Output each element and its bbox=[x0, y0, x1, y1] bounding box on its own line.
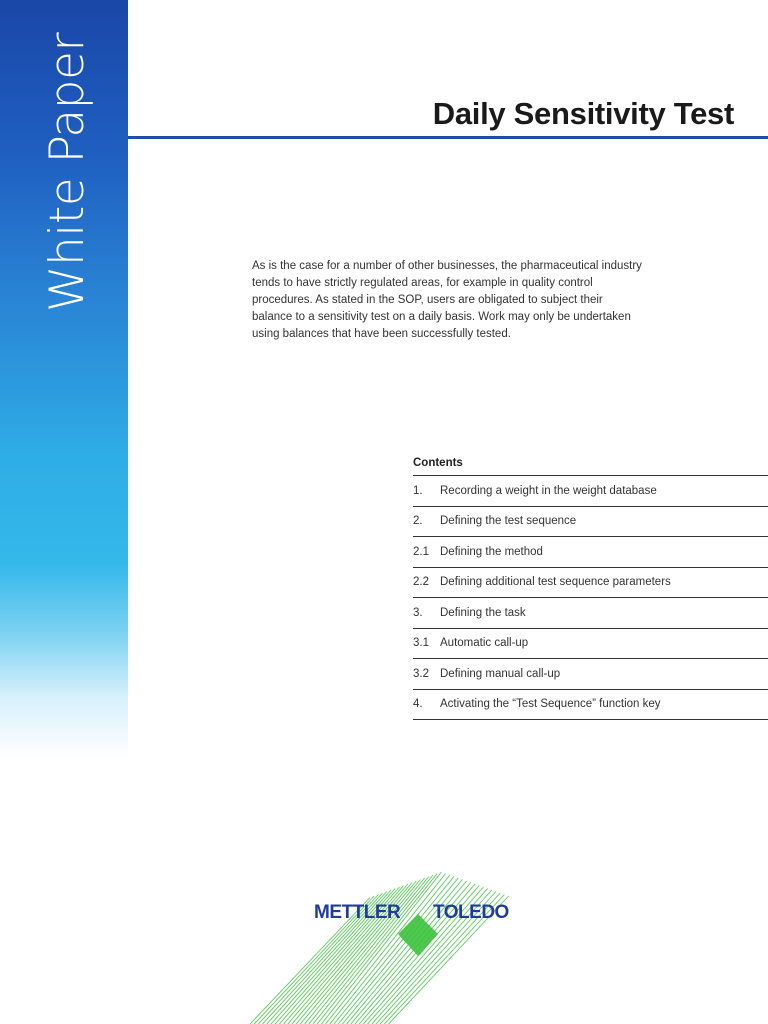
contents-heading: Contents bbox=[413, 455, 768, 476]
logo-word-left: METTLER bbox=[314, 902, 401, 923]
contents-list bbox=[413, 476, 768, 720]
logo-mark-icon bbox=[250, 870, 530, 1024]
contents-item-title: Defining additional test sequence parameters bbox=[440, 576, 671, 589]
table-of-contents bbox=[413, 455, 768, 720]
contents-item-title: Defining the method bbox=[440, 545, 543, 558]
contents-item bbox=[413, 690, 768, 721]
logo-word-right: TOLEDO bbox=[433, 902, 509, 923]
title-underline bbox=[128, 136, 768, 139]
intro-paragraph: As is the case for a number of other businesses, the pharmaceutical industry tends to have strictly regulated areas, for example in quality control procedures. As stated in the SOP, users are obligated to subject their balance to a sensitivity test on a daily basis. Work may only be undertaken using balances that have been successfully tested. bbox=[252, 260, 642, 340]
contents-item bbox=[413, 598, 768, 629]
contents-item bbox=[413, 507, 768, 538]
company-logo bbox=[250, 870, 530, 1024]
contents-item-number: 1. bbox=[413, 484, 423, 497]
contents-item-title: Defining the test sequence bbox=[440, 515, 577, 528]
contents-item bbox=[413, 629, 768, 660]
contents-item-number: 4. bbox=[413, 698, 423, 711]
contents-item-title: Automatic call-up bbox=[440, 637, 529, 650]
contents-item-title: Defining the task bbox=[440, 606, 526, 619]
contents-item-title: Defining manual call-up bbox=[440, 667, 561, 680]
contents-item-number: 3. bbox=[413, 606, 423, 619]
sidebar-label: White Paper bbox=[40, 32, 95, 312]
contents-item bbox=[413, 537, 768, 568]
contents-item-number: 2.1 bbox=[413, 545, 429, 558]
contents-item-number: 3.1 bbox=[413, 637, 429, 650]
sidebar-gradient-band bbox=[0, 0, 128, 1024]
contents-item-number: 2. bbox=[413, 515, 423, 528]
contents-item-number: 3.2 bbox=[413, 667, 429, 680]
page-title: Daily Sensitivity Test bbox=[432, 96, 734, 131]
contents-item bbox=[413, 476, 768, 507]
contents-item-title: Recording a weight in the weight database bbox=[440, 484, 657, 497]
contents-item-number: 2.2 bbox=[413, 576, 429, 589]
contents-item bbox=[413, 659, 768, 690]
contents-item bbox=[413, 568, 768, 599]
contents-item-title: Activating the “Test Sequence” function key bbox=[440, 698, 661, 711]
